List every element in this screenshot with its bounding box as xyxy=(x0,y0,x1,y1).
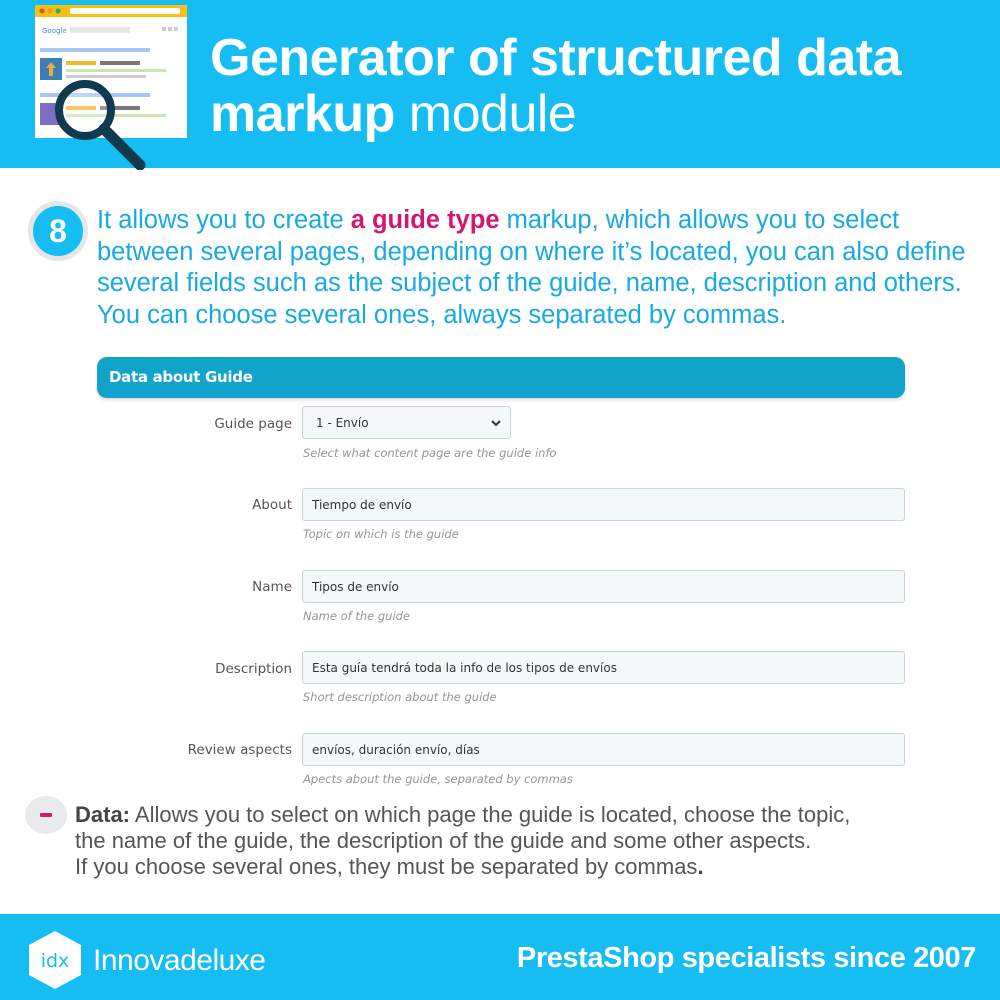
title-bold-line1: Generator of structured data xyxy=(210,29,902,87)
note-line3: If you choose several ones, they must be separated by commas xyxy=(75,854,698,879)
logo-mark-text: idx xyxy=(40,950,70,972)
footer-banner xyxy=(0,914,1000,1000)
review-aspects-help: Apects about the guide, separated by commas xyxy=(303,772,573,786)
header-banner xyxy=(0,0,1000,168)
about-label: About xyxy=(252,497,292,513)
intro-highlight: a guide type xyxy=(350,206,500,234)
title-light: module xyxy=(408,85,577,143)
page-title xyxy=(210,30,980,142)
search-results-illustration xyxy=(30,5,190,170)
about-input[interactable] xyxy=(302,488,905,521)
guide-page-select[interactable] xyxy=(302,406,511,439)
note-end: . xyxy=(697,854,704,879)
step-number-badge: 8 xyxy=(28,201,88,261)
note-line2: the name of the guide, the description of the guide and some other aspects. xyxy=(75,828,812,853)
title-bold-line2: markup xyxy=(210,85,395,143)
guide-page-label: Guide page xyxy=(214,416,292,432)
description-help: Short description about the guide xyxy=(303,690,497,704)
about-input-value: Tiempo de envío xyxy=(312,498,412,512)
guide-page-help: Select what content page are the guide info xyxy=(303,446,557,460)
footer-tagline: PrestaShop specialists since 2007 xyxy=(516,942,976,974)
intro-paragraph xyxy=(97,205,977,331)
idx-logo-icon xyxy=(25,929,85,991)
google-logo-text: Google xyxy=(42,27,67,35)
panel-title: Data about Guide xyxy=(109,368,253,386)
review-aspects-input-value: envíos, duración envío, días xyxy=(312,743,480,757)
note-line1: Allows you to select on which page the guide is located, choose the topic, xyxy=(130,802,851,827)
minus-icon xyxy=(40,813,52,817)
review-aspects-input[interactable] xyxy=(302,733,905,766)
note-bold-label: Data: xyxy=(75,802,131,827)
name-input-value: Tipos de envío xyxy=(312,580,399,594)
description-label: Description xyxy=(215,661,292,677)
description-input-value: Esta guía tendrá toda la info de los tipos de envíos xyxy=(312,661,617,675)
chevron-down-icon xyxy=(489,416,503,430)
review-aspects-label: Review aspects xyxy=(187,742,292,758)
intro-text-before: It allows you to create xyxy=(97,206,351,234)
guide-page-selected-value: 1 - Envío xyxy=(316,416,369,430)
intro-text-after: markup, which allows you to select between several pages, depending on where it’s located, you can also define several fields such as the subject of the guide, name, description and others. You can choose several ones, always separated by commas. xyxy=(97,206,966,329)
about-help: Topic on which is the guide xyxy=(303,527,459,541)
panel-header xyxy=(97,357,905,398)
name-help: Name of the guide xyxy=(303,609,411,623)
description-input[interactable] xyxy=(302,651,905,684)
name-label: Name xyxy=(252,579,292,595)
name-input[interactable] xyxy=(302,570,905,603)
data-note xyxy=(75,802,975,880)
brand-name: Innovadeluxe xyxy=(93,944,266,977)
